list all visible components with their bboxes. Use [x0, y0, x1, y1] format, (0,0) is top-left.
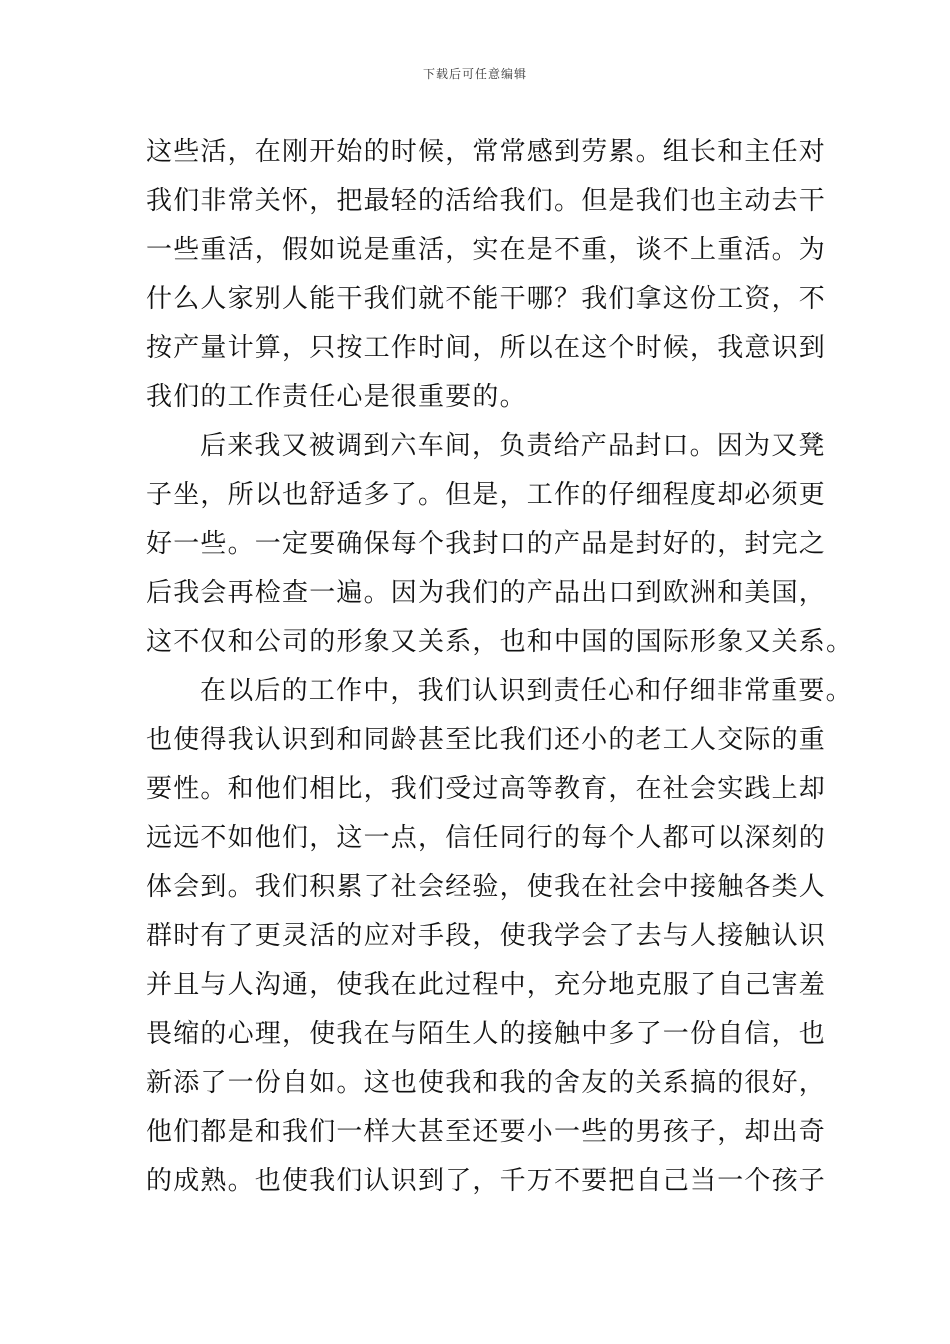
text-line: 子坐，所以也舒适多了。但是，工作的仔细程度却必须更	[146, 480, 827, 510]
text-line: 一些重活，假如说是重活，实在是不重，谈不上重活。为	[146, 235, 827, 265]
text-line: 新添了一份自如。这也使我和我的舍友的关系搞的很好，	[146, 1068, 827, 1098]
paragraph-first-line: 后来我又被调到六车间，负责给产品封口。因为又凳	[200, 431, 826, 461]
text-line: 这不仅和公司的形象又关系，也和中国的国际形象又关系。	[146, 627, 854, 657]
text-line: 要性。和他们相比，我们受过高等教育，在社会实践上却	[146, 774, 827, 804]
text-line: 群时有了更灵活的应对手段，使我学会了去与人接触认识	[146, 921, 827, 951]
body-text	[146, 128, 854, 1206]
page-header: 下载后可任意编辑	[422, 67, 527, 81]
text-line: 好一些。一定要确保每个我封口的产品是封好的，封完之	[146, 529, 827, 559]
text-line: 什么人家别人能干我们就不能干哪？我们拿这份工资，不	[146, 284, 827, 314]
text-line: 远远不如他们，这一点，信任同行的每个人都可以深刻的	[146, 823, 827, 853]
text-line: 的成熟。也使我们认识到了，千万不要把自己当一个孩子	[146, 1166, 827, 1196]
text-line: 体会到。我们积累了社会经验，使我在社会中接触各类人	[146, 872, 827, 902]
text-line: 后我会再检查一遍。因为我们的产品出口到欧洲和美国，	[146, 578, 827, 608]
text-line: 这些活，在刚开始的时候，常常感到劳累。组长和主任对	[146, 137, 827, 167]
text-line: 我们的工作责任心是很重要的。	[146, 382, 527, 412]
text-line: 并且与人沟通，使我在此过程中，充分地克服了自己害羞	[146, 970, 827, 1000]
text-line: 我们非常关怀，把最轻的活给我们。但是我们也主动去干	[146, 186, 827, 216]
text-line: 畏缩的心理，使我在与陌生人的接触中多了一份自信，也	[146, 1019, 827, 1049]
text-line: 也使得我认识到和同龄甚至比我们还小的老工人交际的重	[146, 725, 827, 755]
text-line: 他们都是和我们一样大甚至还要小一些的男孩子，却出奇	[146, 1117, 827, 1147]
text-line: 按产量计算，只按工作时间，所以在这个时候，我意识到	[146, 333, 827, 363]
paragraph-first-line: 在以后的工作中，我们认识到责任心和仔细非常重要。	[200, 676, 853, 706]
